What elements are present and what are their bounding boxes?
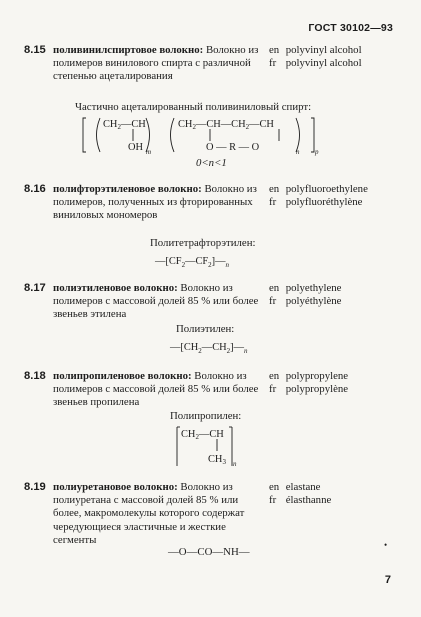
lang-code: en [269,44,280,56]
svg-text:CH2—CH: CH2—CH [103,119,146,131]
term-headword: полифторэтиленовое волокно: [53,183,202,195]
svg-text:n: n [233,460,237,468]
svg-text:CH2—CH—CH2—CH: CH2—CH—CH2—CH [178,119,274,131]
lang-code: fr [269,295,277,308]
term-definition: Волокно из полимеров с массовой долей 85 % или более звеньев пропилена [53,370,259,409]
equivalent-term: polyvinyl alcohol [285,44,362,56]
formula-ptfe: $—[CF_2—CF_2]—_n$ [155,256,230,269]
svg-text:m: m [146,148,152,156]
svg-text:CH3: CH3 [208,454,226,466]
equivalent-term: polypropylene [285,370,349,382]
lang-code: fr [269,196,277,209]
equivalent-term: polypropylène [285,383,349,396]
svg-text:p: p [315,148,319,156]
term-equivalents-8-17 [269,282,409,308]
term-text [53,370,260,410]
svg-text:OH: OH [128,142,144,153]
formula-condition: 0<n<1 [196,157,227,169]
term-8-17 [24,282,260,322]
term-definition: Волокно из полиуретана с массовой долей 85 % или более, макромолекулы которого содержат чередующиеся эластичные и жесткие сегменты [53,481,245,546]
term-definition: Волокно из полимеров с массовой долей 85 % или более звеньев этилена [53,282,259,321]
lang-code: en [269,481,280,493]
lang-code: en [269,183,280,195]
term-text [53,183,260,223]
lang-code: fr [269,383,277,396]
svg-text:CH2—CH: CH2—CH [181,429,224,441]
term-number: 8.17 [24,282,46,294]
term-equivalents-8-19 [269,481,409,507]
term-number: 8.16 [24,183,46,195]
term-8-16 [24,183,260,223]
page-number: 7 [384,574,391,586]
lang-code: fr [269,57,277,70]
term-8-18 [24,370,260,410]
term-headword: полиуретановое волокно: [53,481,178,493]
term-definition: Волокно из полимеров, полученных из фторированных виниловых мономеров [53,183,257,222]
equivalent-term: polyéthylène [285,295,342,308]
term-8-15 [24,44,260,84]
lang-code: en [269,282,280,294]
svg-text:n: n [296,148,300,156]
term-number: 8.15 [24,44,46,56]
term-headword: полиэтиленовое волокно: [53,282,178,294]
svg-text:O — R — O: O — R — O [206,142,260,153]
term-headword: полипропиленовое волокно: [53,370,192,382]
term-equivalents-8-18 [269,370,409,396]
formula-caption: Политетрафторэтилен: [150,237,256,249]
equivalent-term: elastane [285,481,321,493]
term-text [53,282,260,322]
lang-code: en [269,370,280,382]
formula-pe: $—[CH_2—CH_2]—_n$ [170,342,248,355]
term-number: 8.18 [24,370,46,382]
formula-pp [170,424,250,470]
formula-pva [78,114,328,158]
formula-caption: Полиэтилен: [176,323,235,335]
standard-header: ГОСТ 30102—93 [308,22,393,34]
term-headword: поливинилспиртовое волокно: [53,44,204,56]
formula-caption: Частично ацеталированный поливиниловый спирт: [75,101,312,113]
term-8-19 [24,481,260,547]
term-number: 8.19 [24,481,46,493]
equivalent-term: polyvinyl alcohol [285,57,362,70]
term-text [53,44,260,84]
term-equivalents-8-16 [269,183,409,209]
formula-caption: Полипропилен: [170,410,242,422]
term-definition: Волокно из полимеров винилового спирта с различной степенью ацеталирования [53,44,259,83]
equivalent-term: polyfluoroethylene [285,183,368,195]
term-text [53,481,260,547]
equivalent-term: élasthanne [285,494,332,507]
term-equivalents-8-15 [269,44,409,70]
formula-urethane: —O—CO—NH— [168,546,250,558]
equivalent-term: polyethylene [285,282,342,294]
scan-mark: • [384,540,388,550]
equivalent-term: polyfluoréthylène [285,196,363,209]
lang-code: fr [269,494,277,507]
